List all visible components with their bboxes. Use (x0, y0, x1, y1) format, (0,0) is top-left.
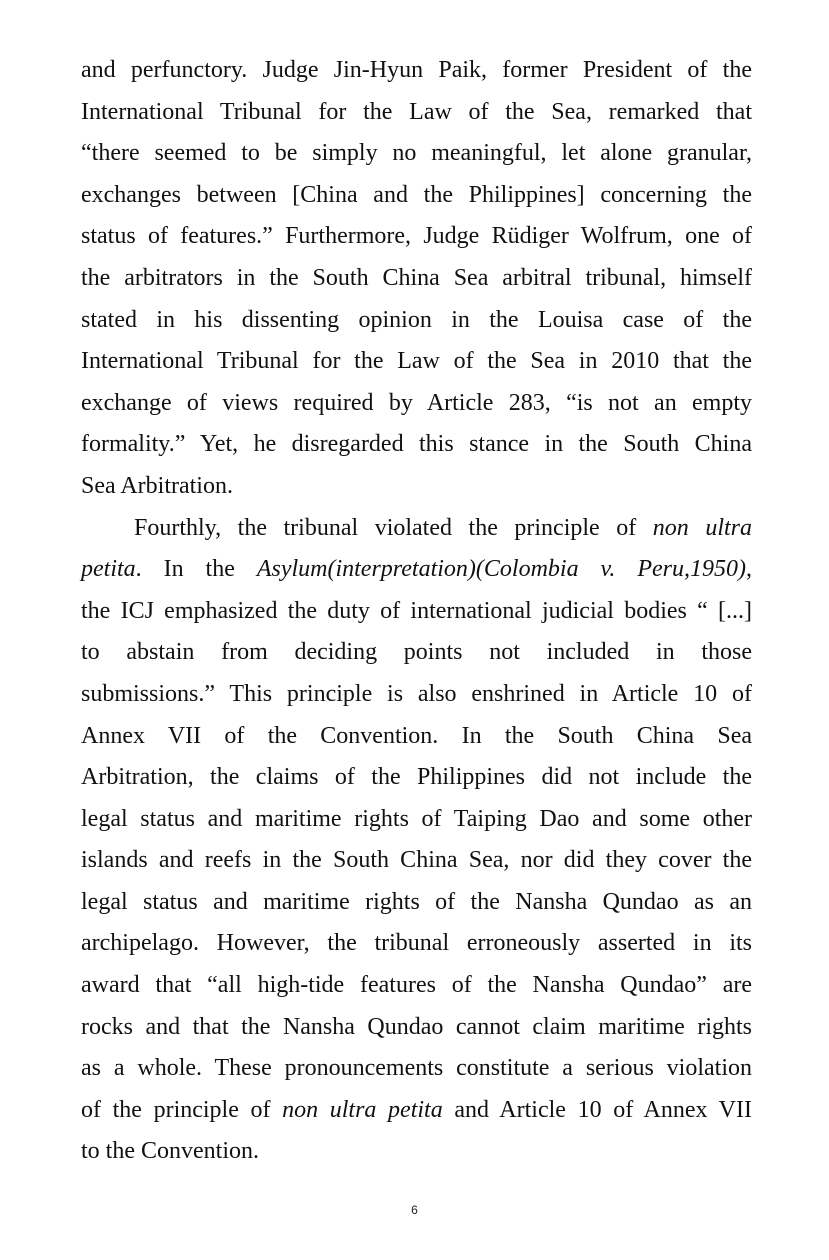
text-line: Annex VII of the Convention. In the South China Sea (81, 722, 752, 749)
text-line: the arbitrators in the South China Sea arbitral tribunal, himself (81, 264, 752, 291)
text-line: legal status and maritime rights of Taiping Dao and some other (81, 805, 752, 832)
text-line: International Tribunal for the Law of the Sea, remarked that (81, 98, 752, 125)
paragraph-1 (81, 50, 752, 508)
page-number: 6 (411, 1203, 418, 1217)
text-line: exchange of views required by Article 283, “is not an empty (81, 389, 752, 416)
text-line: Arbitration, the claims of the Philippines did not include the (81, 764, 752, 791)
text-span: . In the (135, 556, 257, 583)
text-line: formality.” Yet, he disregarded this stance in the South China (81, 431, 752, 458)
text-line: and perfunctory. Judge Jin-Hyun Paik, former President of the (81, 57, 752, 83)
text-line: status of features.” Furthermore, Judge Rüdiger Wolfrum, one of (81, 223, 752, 250)
text-span: , (746, 556, 752, 583)
italic-term: non ultra (652, 514, 752, 541)
text-span: Fourthly, the tribunal violated the principle of (134, 514, 653, 541)
italic-term: non ultra petita (282, 1096, 443, 1123)
text-line: International Tribunal for the Law of the Sea in 2010 that the (81, 348, 752, 375)
text-line (81, 549, 752, 591)
text-line: islands and reefs in the South China Sea, nor did they cover the (81, 847, 752, 874)
document-body (81, 50, 752, 1173)
text-line: Sea Arbitration. (81, 472, 233, 499)
text-span: of the principle of (81, 1096, 283, 1123)
case-citation: Asylum(interpretation)(Colombia v. Peru,1950) (256, 556, 746, 583)
text-line: submissions.” This principle is also enshrined in Article 10 of (81, 680, 752, 707)
text-line: as a whole. These pronouncements constitute a serious violation (81, 1055, 752, 1082)
paragraph-2 (81, 508, 752, 1174)
text-line: to the Convention. (81, 1138, 259, 1165)
text-line: stated in his dissenting opinion in the Louisa case of the (81, 306, 752, 333)
text-line: to abstain from deciding points not included in those (81, 639, 752, 666)
text-line: legal status and maritime rights of the Nansha Qundao as an (81, 888, 752, 915)
text-line: the ICJ emphasized the duty of international judicial bodies “ [...] (81, 597, 752, 624)
italic-term: petita (81, 556, 136, 583)
text-line: rocks and that the Nansha Qundao cannot claim maritime rights (81, 1013, 752, 1040)
text-line: award that “all high-tide features of the Nansha Qundao” are (81, 972, 752, 999)
text-line (81, 1090, 752, 1132)
text-line: exchanges between [China and the Philippines] concerning the (81, 181, 752, 208)
text-span: and Article 10 of Annex VII (442, 1096, 752, 1123)
text-line: archipelago. However, the tribunal erroneously asserted in its (81, 930, 752, 957)
text-line (81, 508, 752, 550)
text-line: “there seemed to be simply no meaningful, let alone granular, (81, 140, 752, 167)
